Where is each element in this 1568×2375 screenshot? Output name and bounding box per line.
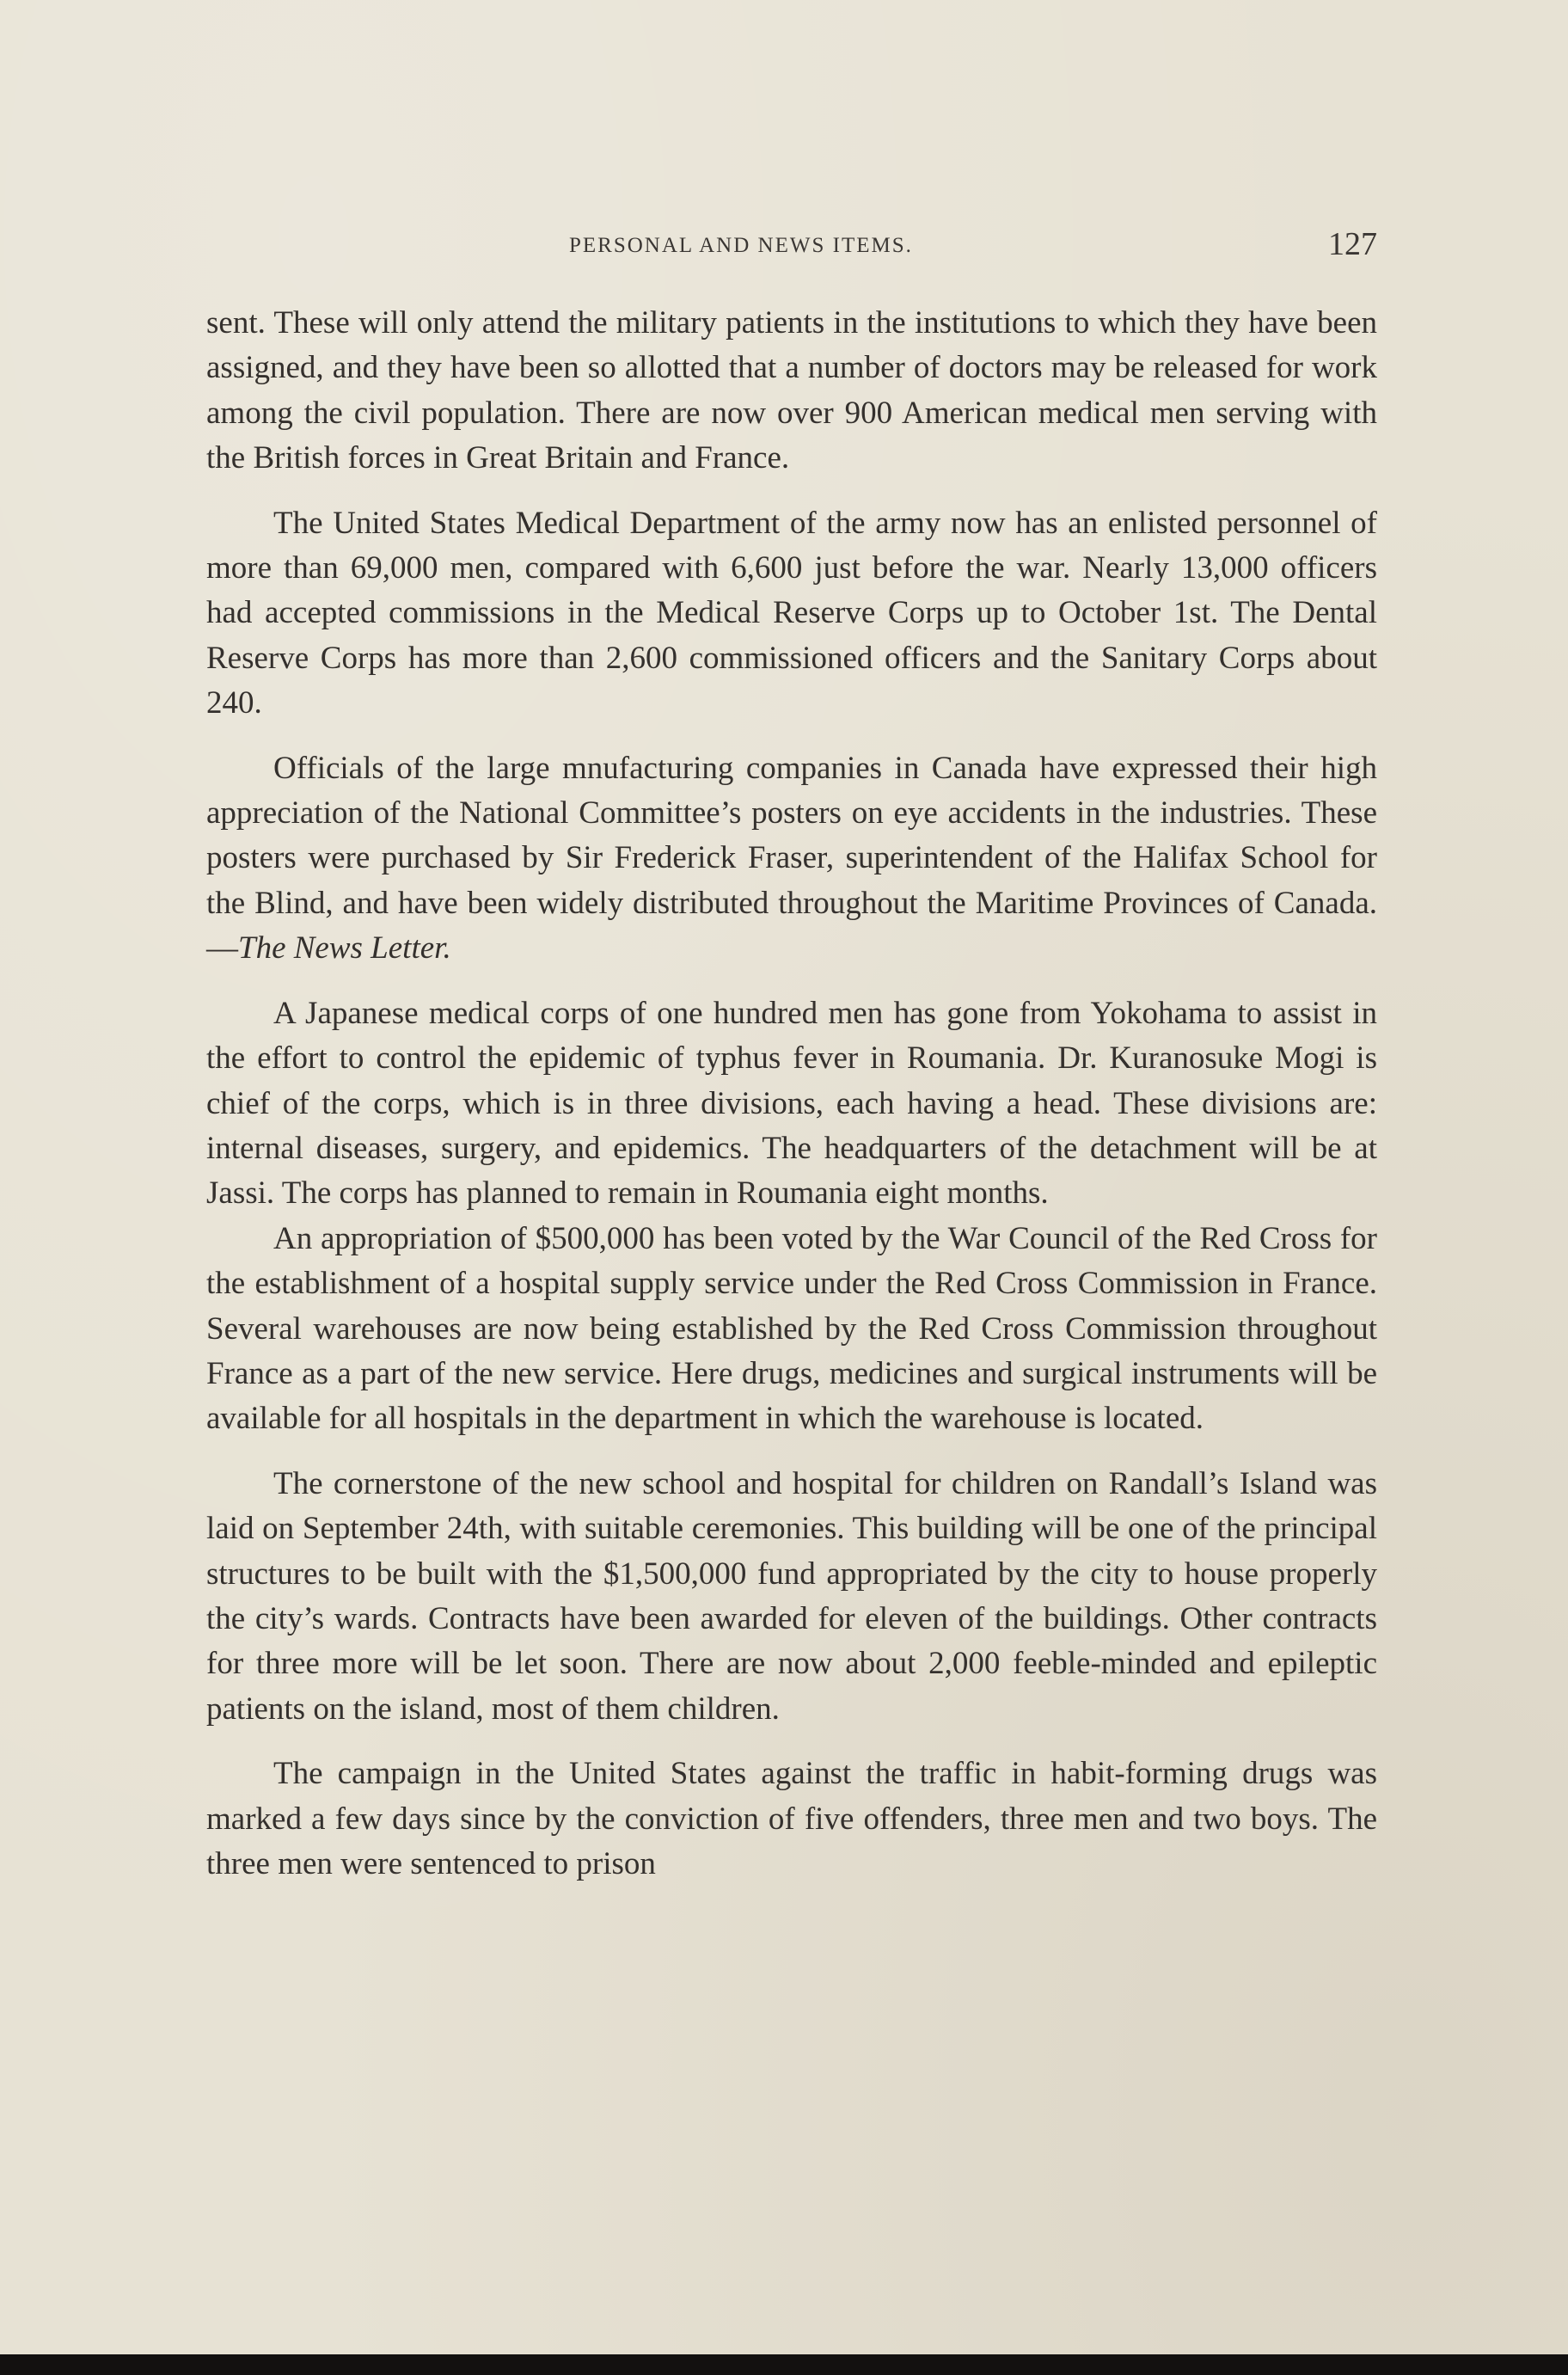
page-bottom-edge: [0, 2354, 1568, 2375]
paragraph-drug-campaign: [206, 1752, 1377, 1887]
paragraph-text: sent. These will only attend the military patients in the institutions to which they have been assigned, and they have been so allotted that a number of doctors may be released for work among the civil population. There are now over 900 American medical men serving with the British forces in Great Britain and France.: [206, 305, 1377, 476]
paragraph-text: The United States Medical Department of the army now has an enlisted personnel of more than 69,000 men, compared with 6,600 just before the war. Nearly 13,000 officers had accepted commissions in the Medical Reserve Corps up to October 1st. The Dental Reserve Corps has more than 2,600 commissioned officers and the Sanitary Corps about 240.: [206, 505, 1377, 721]
paragraph-text: The cornerstone of the new school and hospital for children on Randall’s Island was laid on September 24th, with suitable ceremonies. This building will be one of the principal structures to be built with the $1,500,000 fund appropriated by the city to house properly the city’s wards. Contracts have been awarded for eleven of the buildings. Other contracts for three more will be let soon. There are now about 2,000 feeble-minded and epileptic patients on the island, most of them children.: [206, 1465, 1377, 1727]
paragraph-medical-department: [206, 501, 1377, 727]
paragraph-text: An appropriation of $500,000 has been voted by the War Council of the Red Cross for the establishment of a hospital supply service under the Red Cross Commission in France. Several warehouses are now being established by the Red Cross Commission throughout France as a part of the new service. Here drugs, medicines and surgical instruments will be available for all hospitals in the department in which the warehouse is located.: [206, 1220, 1377, 1437]
paragraph-canada-posters: [206, 746, 1377, 972]
source-citation: The News Letter.: [238, 930, 451, 967]
paragraph-randalls-island: [206, 1462, 1377, 1732]
page-number: 127: [1328, 226, 1377, 262]
body-text: [206, 301, 1377, 1887]
page-header: [206, 225, 1377, 277]
paragraph-japanese-corps: [206, 991, 1377, 1217]
paragraph-text: A Japanese medical corps of one hundred men has gone from Yokohama to assist in the effort to control the epidemic of typhus fever in Roumania. Dr. Kuranosuke Mogi is chief of the corps, which is in three divisions, each having a head. These divisions are: internal diseases, surgery, and epidemics. The headquarters of the detachment will be at Jassi. The corps has planned to remain in Roumania eight months.: [206, 995, 1377, 1212]
paragraph-red-cross: [206, 1217, 1377, 1442]
running-head: PERSONAL AND NEWS ITEMS.: [569, 234, 913, 257]
paragraph-continuation: [206, 301, 1377, 482]
paragraph-text: The campaign in the United States against the traffic in habit-forming drugs was marked a few days since by the conviction of five offenders, three men and two boys. The three men were sentenced to prison: [206, 1756, 1377, 1881]
paragraph-text: Officials of the large mnufacturing companies in Canada have expressed their high appreciation of the National Committee’s posters on eye accidents in the industries. These posters were purchased by Sir Frederick Fraser, superintendent of the Halifax School for the Blind, and have been widely distributed throughout the Maritime Provinces of Canada.—: [206, 750, 1377, 967]
